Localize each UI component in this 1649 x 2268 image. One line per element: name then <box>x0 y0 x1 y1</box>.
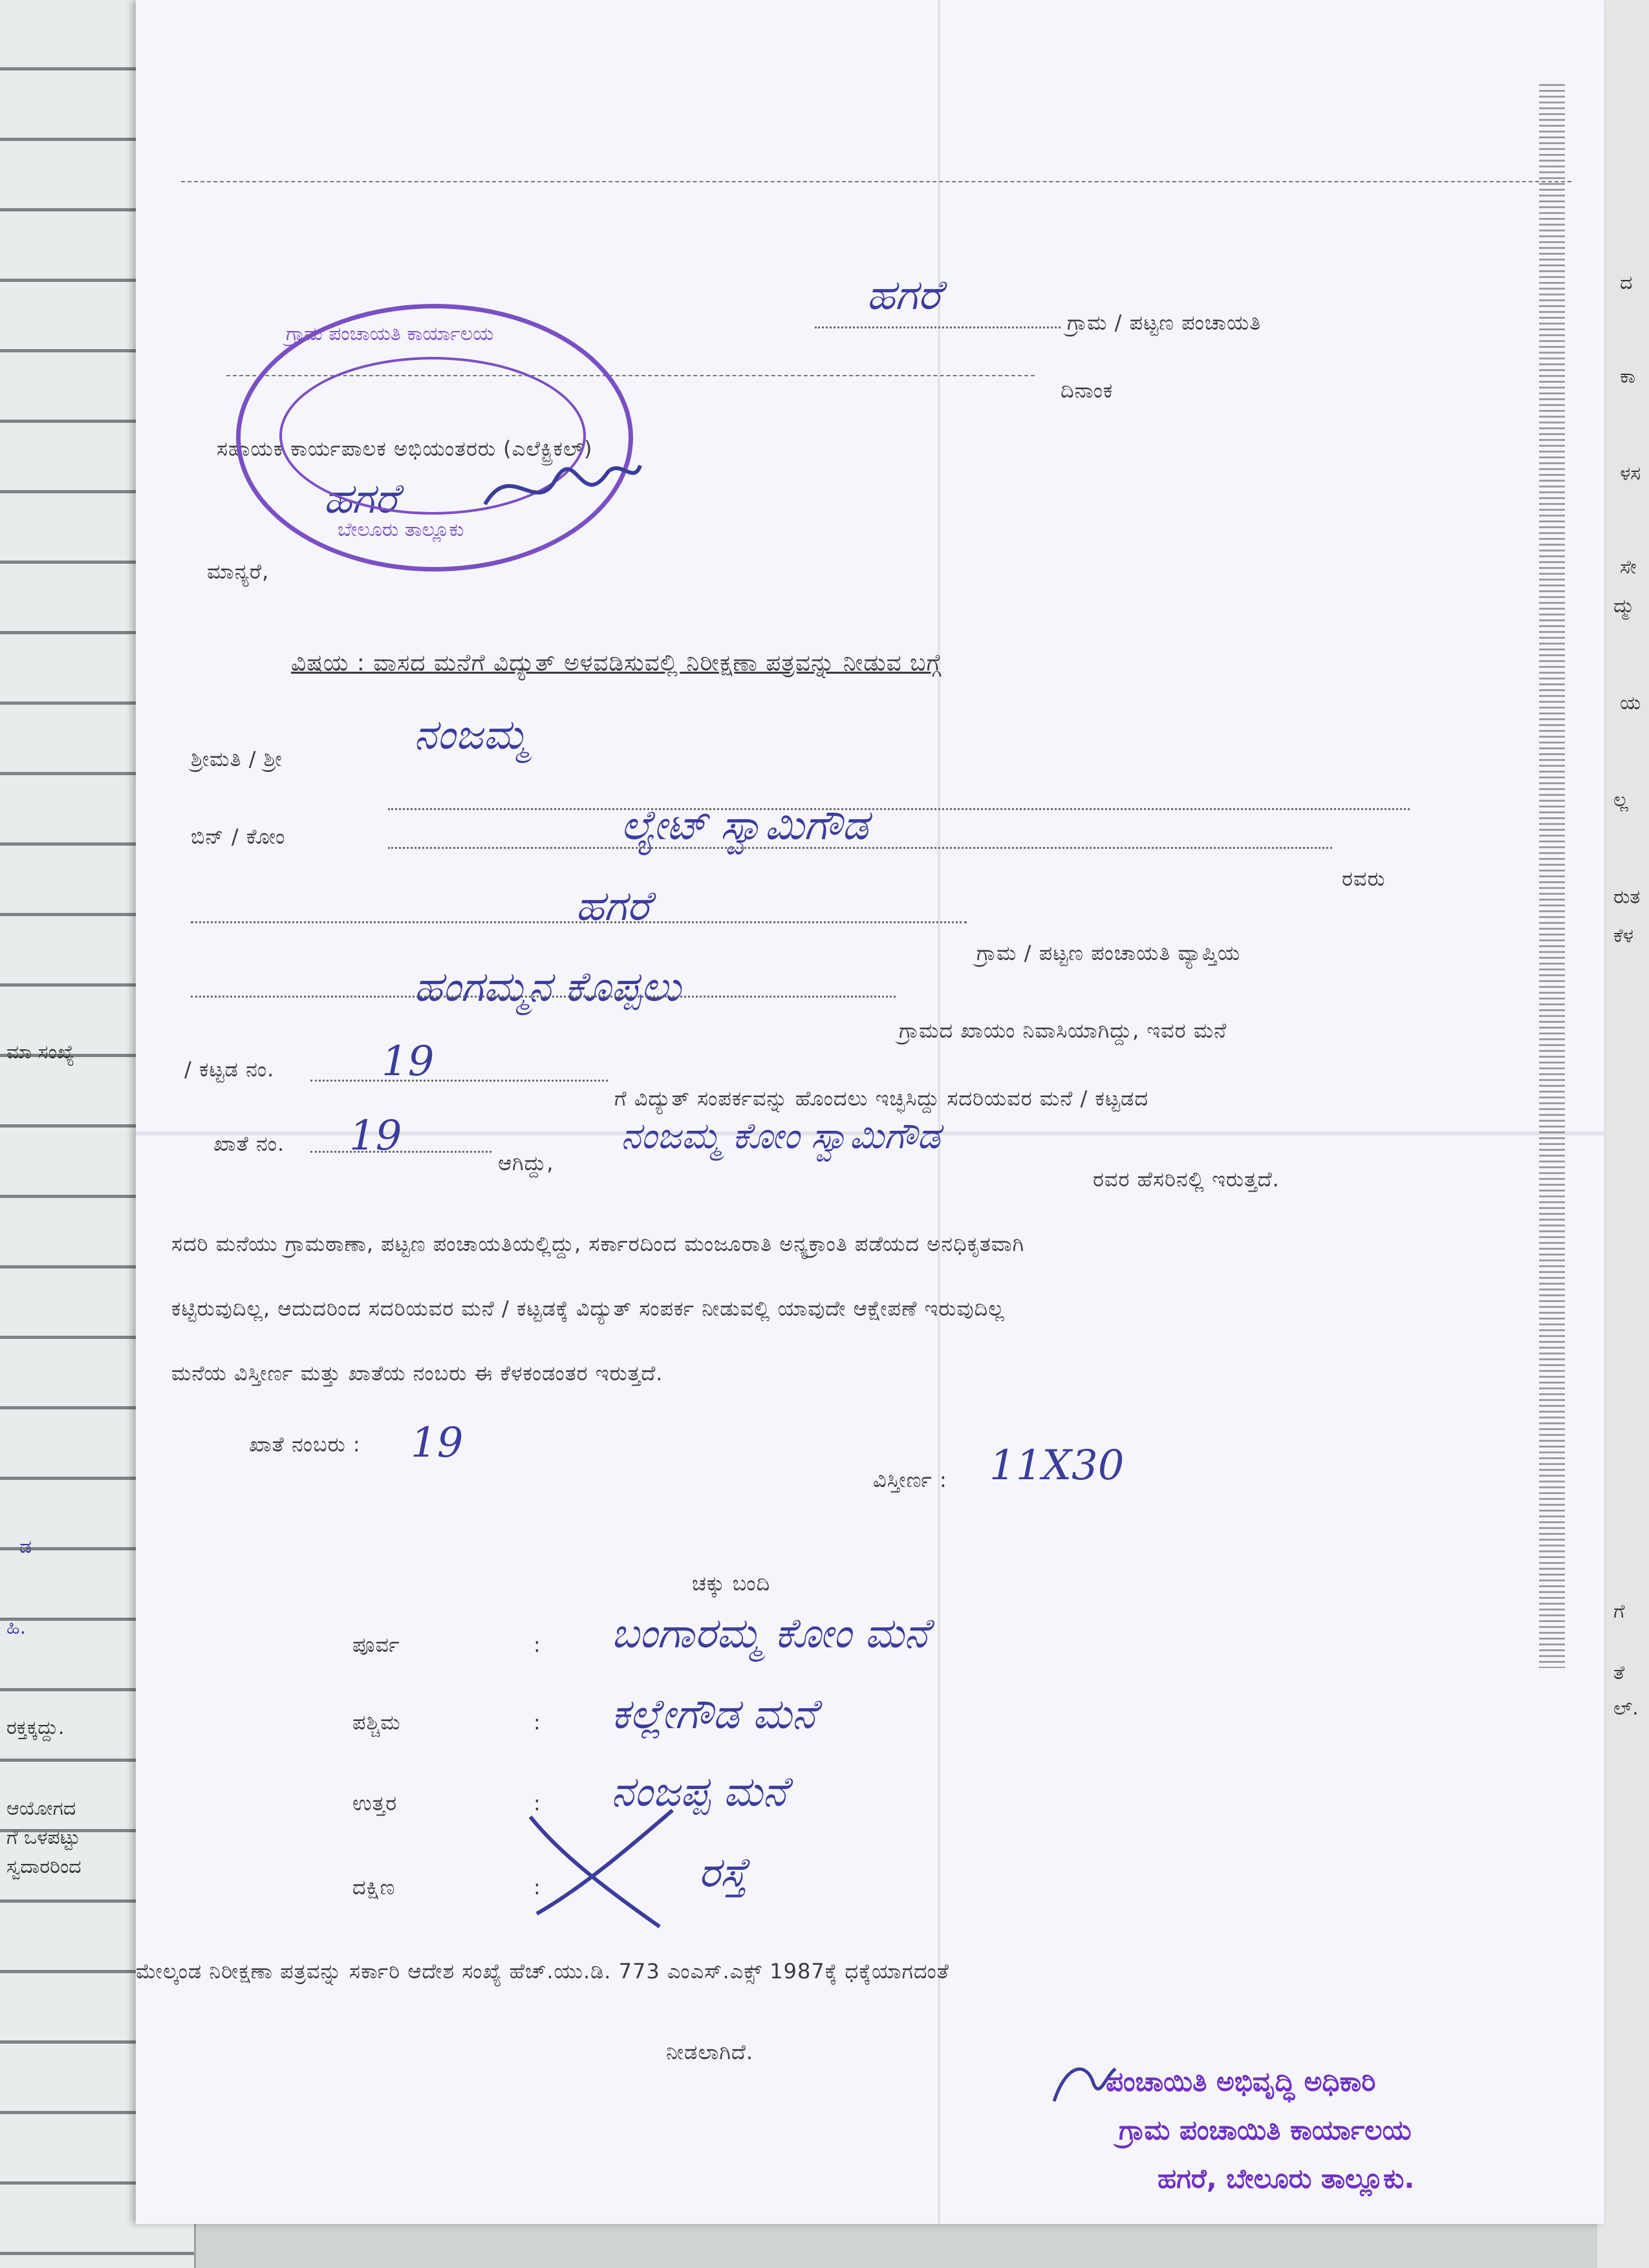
boundary-west-label: ಪಶ್ಚಿಮ <box>352 1710 401 1735</box>
right-sheet-label: ರುತ <box>1613 886 1641 908</box>
boundary-south-label: ದಕ್ಷಿಣ <box>352 1875 396 1899</box>
fill-line <box>310 1151 491 1153</box>
right-sheet-label: ಯ <box>1620 692 1641 714</box>
fill-line <box>815 326 1061 328</box>
signature-mark <box>517 1797 685 1940</box>
salutation: ಮಾನ್ಯರೆ, <box>207 559 270 584</box>
officer-seal-line-2: ಗ್ರಾಮ ಪಂಚಾಯಿತಿ ಕಾರ್ಯಾಲಯ <box>1119 2114 1412 2146</box>
right-sheet-label: ಳಸ <box>1620 462 1641 485</box>
boundary-north-handwritten: ನಂಜಪ್ಪ ಮನೆ <box>611 1768 788 1816</box>
smt-label: ಶ್ರೀಮತಿ / ಶ್ರೀ <box>191 747 283 771</box>
boundary-colon: : <box>534 1791 541 1815</box>
building-no-label: / ಕಟ್ಟಡ ನಂ. <box>184 1057 275 1082</box>
khata-no-handwritten: 19 <box>349 1112 402 1160</box>
scan-edge-artifact <box>1539 84 1565 1668</box>
boundary-colon: : <box>534 1632 541 1657</box>
right-sheet-label: ದ <box>1620 272 1633 294</box>
khata-number-handwritten: 19 <box>411 1419 464 1467</box>
stamp-bottom-text: ಬೇಲೂರು ತಾಲ್ಲೂಕು <box>338 519 464 541</box>
fill-line <box>388 847 1332 849</box>
fill-line <box>191 921 967 923</box>
subject-line: ವಿಷಯ : ವಾಸದ ಮನೆಗೆ ವಿದ್ಯುತ್ ಅಳವಡಿಸುವಲ್ಲಿ ನಿರೀಕ್ಷಣಾ ಪತ್ರವನ್ನು ನೀಡುವ ಬಗ್ಗೆ <box>291 650 942 676</box>
ledger-label: ಗೆ ಒಳಪಟ್ಟು <box>6 1826 80 1849</box>
paragraph-line-1: ಸದರಿ ಮನೆಯು ಗ್ರಾಮಠಾಣಾ, ಪಟ್ಟಣ ಪಂಚಾಯತಿಯಲ್ಲಿದ್ದು, ಸರ್ಕಾರದಿಂದ ಮಂಜೂರಾತಿ ಅನ್ಯಕ್ರಾಂತಿ ಪಡೆಯದ ಅನಧಿಕೃತವಾಗಿ <box>171 1232 1025 1256</box>
boundary-colon: : <box>534 1710 541 1735</box>
hamlet-handwritten: ಹಂಗಮ್ಮನ ಕೊಪ್ಪಲು <box>414 963 681 1011</box>
boundaries-title: ಚಕ್ಕು ಬಂದಿ <box>692 1571 771 1596</box>
boundary-colon: : <box>534 1875 541 1899</box>
boundary-east-label: ಪೂರ್ವ <box>352 1632 400 1657</box>
ravaru-label: ರವರು <box>1342 866 1386 891</box>
ledger-label: ಆಯೋಗದ <box>6 1797 76 1820</box>
ledger-label: ಮಾ ಸಂಖ್ಯೆ <box>6 1041 75 1064</box>
boundary-south-handwritten: ರಸ್ತೆ <box>698 1849 748 1897</box>
right-sheet-label: ಲ್ಲ <box>1613 789 1629 811</box>
khata-number-label: ಖಾತೆ ನಂಬರು : <box>249 1432 361 1457</box>
gram-panchayat-label: ಗ್ರಾಮ / ಪಟ್ಟಣ ಪಂಚಾಯತಿ <box>1067 310 1262 335</box>
office-stamp <box>236 304 633 572</box>
ravara-line: ರವರ ಹೆಸರಿನಲ್ಲಿ ಇರುತ್ತದೆ. <box>1093 1167 1280 1192</box>
boundary-east-handwritten: ಬಂಗಾರಮ್ಮ ಕೋಂ ಮನೆ <box>611 1610 929 1658</box>
officer-seal-line-1: ಪಂಚಾಯಿತಿ ಅಭಿವೃದ್ಧಿ ಅಧಿಕಾರಿ <box>1106 2066 1376 2097</box>
paragraph-line-2: ಕಟ್ಟಿರುವುದಿಲ್ಲ, ಆದುದರಿಂದ ಸದರಿಯವರ ಮನೆ / ಕಟ್ಟಡಕ್ಕೆ ವಿದ್ಯುತ್ ಸಂಪರ್ಕ ನೀಡುವಲ್ಲಿ ಯಾವುದೇ ಆಕ್ಷೇಪಣೆ ಇರುವುದಿಲ್ಲ <box>171 1296 1005 1321</box>
boundary-north-label: ಉತ್ತರ <box>352 1791 398 1815</box>
closing-line-1: ಮೇಲ್ಕಂಡ ನಿರೀಕ್ಷಣಾ ಪತ್ರವನ್ನು ಸರ್ಕಾರಿ ಆದೇಶ ಸಂಖ್ಯೆ ಹೆಚ್.ಯು.ಡಿ. 773 ಎಂಎಸ್.ಎಕ್ಸ್ 1987ಕ್ಕೆ ಧಕ್ಕೆಯಾಗದಂತೆ <box>136 1959 949 1984</box>
right-sheet-label: ಕಾ <box>1620 365 1636 388</box>
ledger-label: ಹಿ. <box>6 1616 27 1639</box>
agiddu-label: ಆಗಿದ್ದು, <box>498 1151 554 1175</box>
boundary-west-handwritten: ಕಲ್ಲೇಗೌಡ ಮನೆ <box>611 1691 817 1738</box>
ledger-label: ಸ್ವದಾರರಿಂದ <box>6 1856 81 1878</box>
paragraph-line-3: ಮನೆಯ ವಿಸ್ತೀರ್ಣ ಮತ್ತು ಖಾತೆಯ ನಂಬರು ಈ ಕೆಳಕಂಡಂತರ ಇರುತ್ತದೆ. <box>171 1361 663 1385</box>
right-sheet-label: ಸೇ <box>1620 556 1637 579</box>
paper-fold <box>938 0 940 2224</box>
resident-line: ಗ್ರಾಮದ ಖಾಯಂ ನಿವಾಸಿಯಾಗಿದ್ದು, ಇವರ ಮನೆ <box>899 1018 1227 1043</box>
date-label: ದಿನಾಂಕ <box>1061 378 1114 403</box>
relation-handwritten: ಲ್ಯೇಟ್ ಸ್ವಾಮಿಗೌಡ <box>621 802 868 850</box>
fill-line <box>191 996 896 998</box>
right-sheet-label: ಕೆಳ <box>1613 925 1633 947</box>
owner-handwritten: ನಂಜಮ್ಮ ಕೋಂ ಸ್ವಾಮಿಗೌಡ <box>621 1115 941 1157</box>
signature-mark <box>479 446 647 530</box>
place-handwritten: ಹಗರೆ <box>323 475 398 523</box>
building-line: ಗೆ ವಿದ್ಯುತ್ ಸಂಪರ್ಕವನ್ನು ಹೊಂದಲು ಇಚ್ಛಿಸಿದ್ದು ಸದರಿಯವರ ಮನೆ / ಕಟ್ಟಡದ <box>614 1086 1149 1111</box>
village-handwritten: ಹಗರೆ <box>576 883 651 930</box>
village-name-handwritten: ಹಗರೆ <box>867 272 942 319</box>
building-no-handwritten: 19 <box>382 1038 435 1086</box>
area-handwritten: 11X30 <box>989 1442 1125 1490</box>
khata-label: ಖಾತೆ ನಂ. <box>213 1131 285 1156</box>
closing-line-2: ನೀಡಲಾಗಿದೆ. <box>666 2040 754 2064</box>
right-sheet-label: ಗೆ <box>1613 1600 1625 1623</box>
ledger-label: ರಕ್ತಕ್ಕದ್ದು. <box>6 1717 65 1739</box>
stamp-top-text: ಗ್ರಾಮ ಪಂಚಾಯತಿ ಕಾರ್ಯಾಲಯ <box>286 323 494 345</box>
addressee-designation: ಸಹಾಯಕ ಕಾರ್ಯಪಾಲಕ ಅಭಿಯಂತರರು (ಎಲೆಕ್ಟ್ರಿಕಲ್) <box>217 436 593 461</box>
fill-line <box>388 808 1410 810</box>
right-sheet-label: ತೆ <box>1613 1662 1625 1684</box>
header-rule <box>181 181 1571 182</box>
relation-label: ಬಿನ್ / ಕೋಂ <box>191 824 286 849</box>
grama-line: ಗ್ರಾಮ / ಪಟ್ಟಣ ಪಂಚಾಯತಿ ವ್ಯಾಪ್ತಿಯ <box>976 941 1241 965</box>
fill-line <box>310 1080 608 1082</box>
underlying-right-sheet <box>1597 0 1649 2268</box>
right-sheet-label: ದ್ಮು <box>1613 595 1635 617</box>
area-label: ವಿಸ್ತೀರ್ಣ : <box>873 1468 947 1492</box>
officer-seal-line-3: ಹಗರೆ, ಬೇಲೂರು ತಾಲ್ಲೂಕು. <box>1158 2163 1415 2194</box>
right-sheet-label: ಲ್. <box>1613 1697 1639 1720</box>
ledger-label: ಡ <box>19 1535 32 1558</box>
applicant-name-handwritten: ನಂಜಮ್ಮ <box>414 711 528 759</box>
